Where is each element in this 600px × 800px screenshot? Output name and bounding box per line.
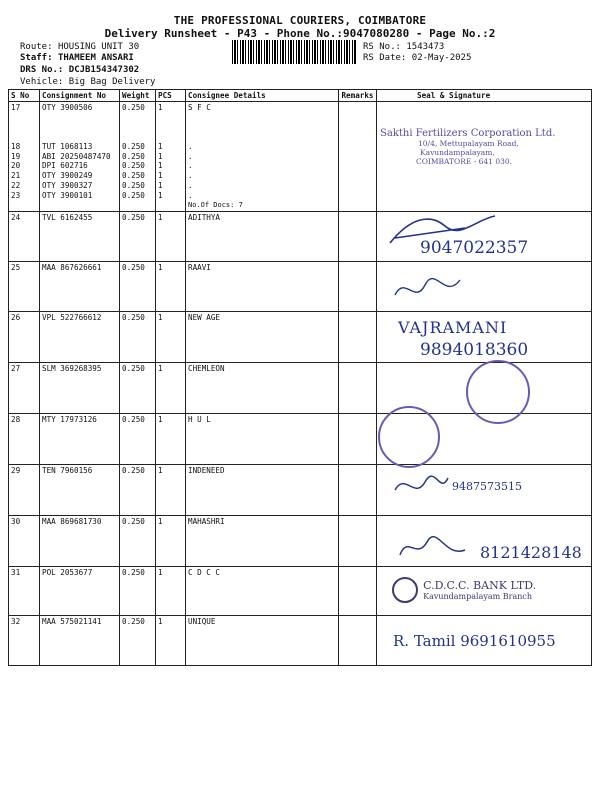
table-row: 26 VPL 522766612 0.250 1 NEW AGE (9, 312, 592, 363)
col-pcs: PCS (156, 90, 186, 102)
company-title: THE PROFESSIONAL COURIERS, COIMBATORE (173, 14, 427, 27)
signature-row30 (395, 530, 470, 565)
hul-round-stamp (378, 406, 440, 468)
table-header-row (9, 90, 592, 102)
table-row: 29 TEN 7960156 0.250 1 INDENEED (9, 465, 592, 516)
runsheet-title: Delivery Runsheet - P43 - Phone No.:9047080280 - Page No.:2 (104, 27, 496, 40)
route-line: Route: HOUSING UNIT 30 (20, 42, 140, 52)
signature-row29 (390, 470, 450, 505)
col-seal: Seal & Signature (377, 90, 592, 102)
table-row: 30 MAA 869681730 0.250 1 MAHASHRI (9, 516, 592, 567)
drs-line: DRS No.: DCJB154347302 (20, 65, 140, 75)
runsheet-page: THE PROFESSIONAL COURIERS, COIMBATORE Delivery Runsheet - P43 - Phone No.:9047080280 - Page No.:2 Route: HOUSING UNIT 30 Staff: THAMEEM ANSARI DRS No.: DCJB154347302 Vehicle: Big Bag Delivery RS No.: 1543473 RS Date: 02-May-2025 S No Consignment No Weight PCS Consignee Details Remarks Seal & Signature 17 18 19 20 21 22 23 OTY 3900506 TUT 1068113 ABI 20250487470 DPI 602716 OTY 3900249 OTY 3900327 OTY 3900101 0.250 0.250 0.250 0.250 0.250 0.250 0.250 1 1 1 1 1 1 1 S F C . . . . . . No.Of Docs: 7 24 TVL 6162455 0.250 1 ADITHYA 25 MAA 867626661 0.250 1 RAAVI 26 VPL 522766612 0.250 1 NEW AGE 27 SLM 369268395 0.250 1 CHEMLEON 28 MTY 17973126 0.250 1 H U L 29 TEN 7960156 0.250 1 INDENEED 30 MAA 869681730 0.250 1 MAHASHRI 31 POL 2053677 0.250 1 C D C C 32 MAA 575021141 0.250 1 UNIQUE Sakthi Fertilizers Corporation Ltd. 10/4, Mettupalayam Road, Kavundampalayam, COIMBATORE - 641 030. 9047022357 VAJRAMANI 9894018360 9487573515 8121428148 C.D.C.C. BANK LTD. Kavundampalayam Branch R. Tamil 9691610955 (0, 0, 600, 800)
col-weight: Weight (120, 90, 156, 102)
docs-count: No.Of Docs: 7 (188, 200, 243, 209)
rs-date-line: RS Date: 02-May-2025 (363, 53, 472, 63)
table-row: 31 POL 2053677 0.250 1 C D C C (9, 567, 592, 616)
col-sno: S No (9, 90, 40, 102)
table-row: 27 SLM 369268395 0.250 1 CHEMLEON (9, 363, 592, 414)
sakthi-stamp: Sakthi Fertilizers Corporation Ltd. 10/4, Mettupalayam Road, Kavundampalayam, COIMBATORE - 641 030. (380, 128, 556, 166)
chemleon-round-stamp (466, 360, 530, 424)
cdcc-stamp: C.D.C.C. BANK LTD. Kavundampalayam Branch (392, 577, 582, 603)
table-row: 17 18 19 20 21 22 23 OTY 3900506 TUT 1068113 ABI 20250487470 DPI 602716 OTY 3900249 OTY 3900327 OTY 3900101 0.250 0.250 0.250 0.250 0.250 0.250 0.250 1 1 1 1 1 1 1 S F C . . . . . . No.Of Docs: 7 (9, 102, 592, 212)
signature-row25 (390, 270, 470, 310)
table-row: 24 TVL 6162455 0.250 1 ADITHYA (9, 212, 592, 262)
barcode-image (232, 40, 357, 64)
table-row: 25 MAA 867626661 0.250 1 RAAVI (9, 262, 592, 312)
cdcc-logo-icon (392, 577, 418, 603)
col-consignee: Consignee Details (186, 90, 339, 102)
staff-line: Staff: THAMEEM ANSARI (20, 53, 134, 63)
table-row: 28 MTY 17973126 0.250 1 H U L (9, 414, 592, 465)
table-row: 32 MAA 575021141 0.250 1 UNIQUE (9, 616, 592, 666)
rs-no-line: RS No.: 1543473 (363, 42, 445, 52)
col-consignment: Consignment No (40, 90, 120, 102)
col-remarks: Remarks (339, 90, 377, 102)
vehicle-line: Vehicle: Big Bag Delivery (20, 77, 156, 87)
